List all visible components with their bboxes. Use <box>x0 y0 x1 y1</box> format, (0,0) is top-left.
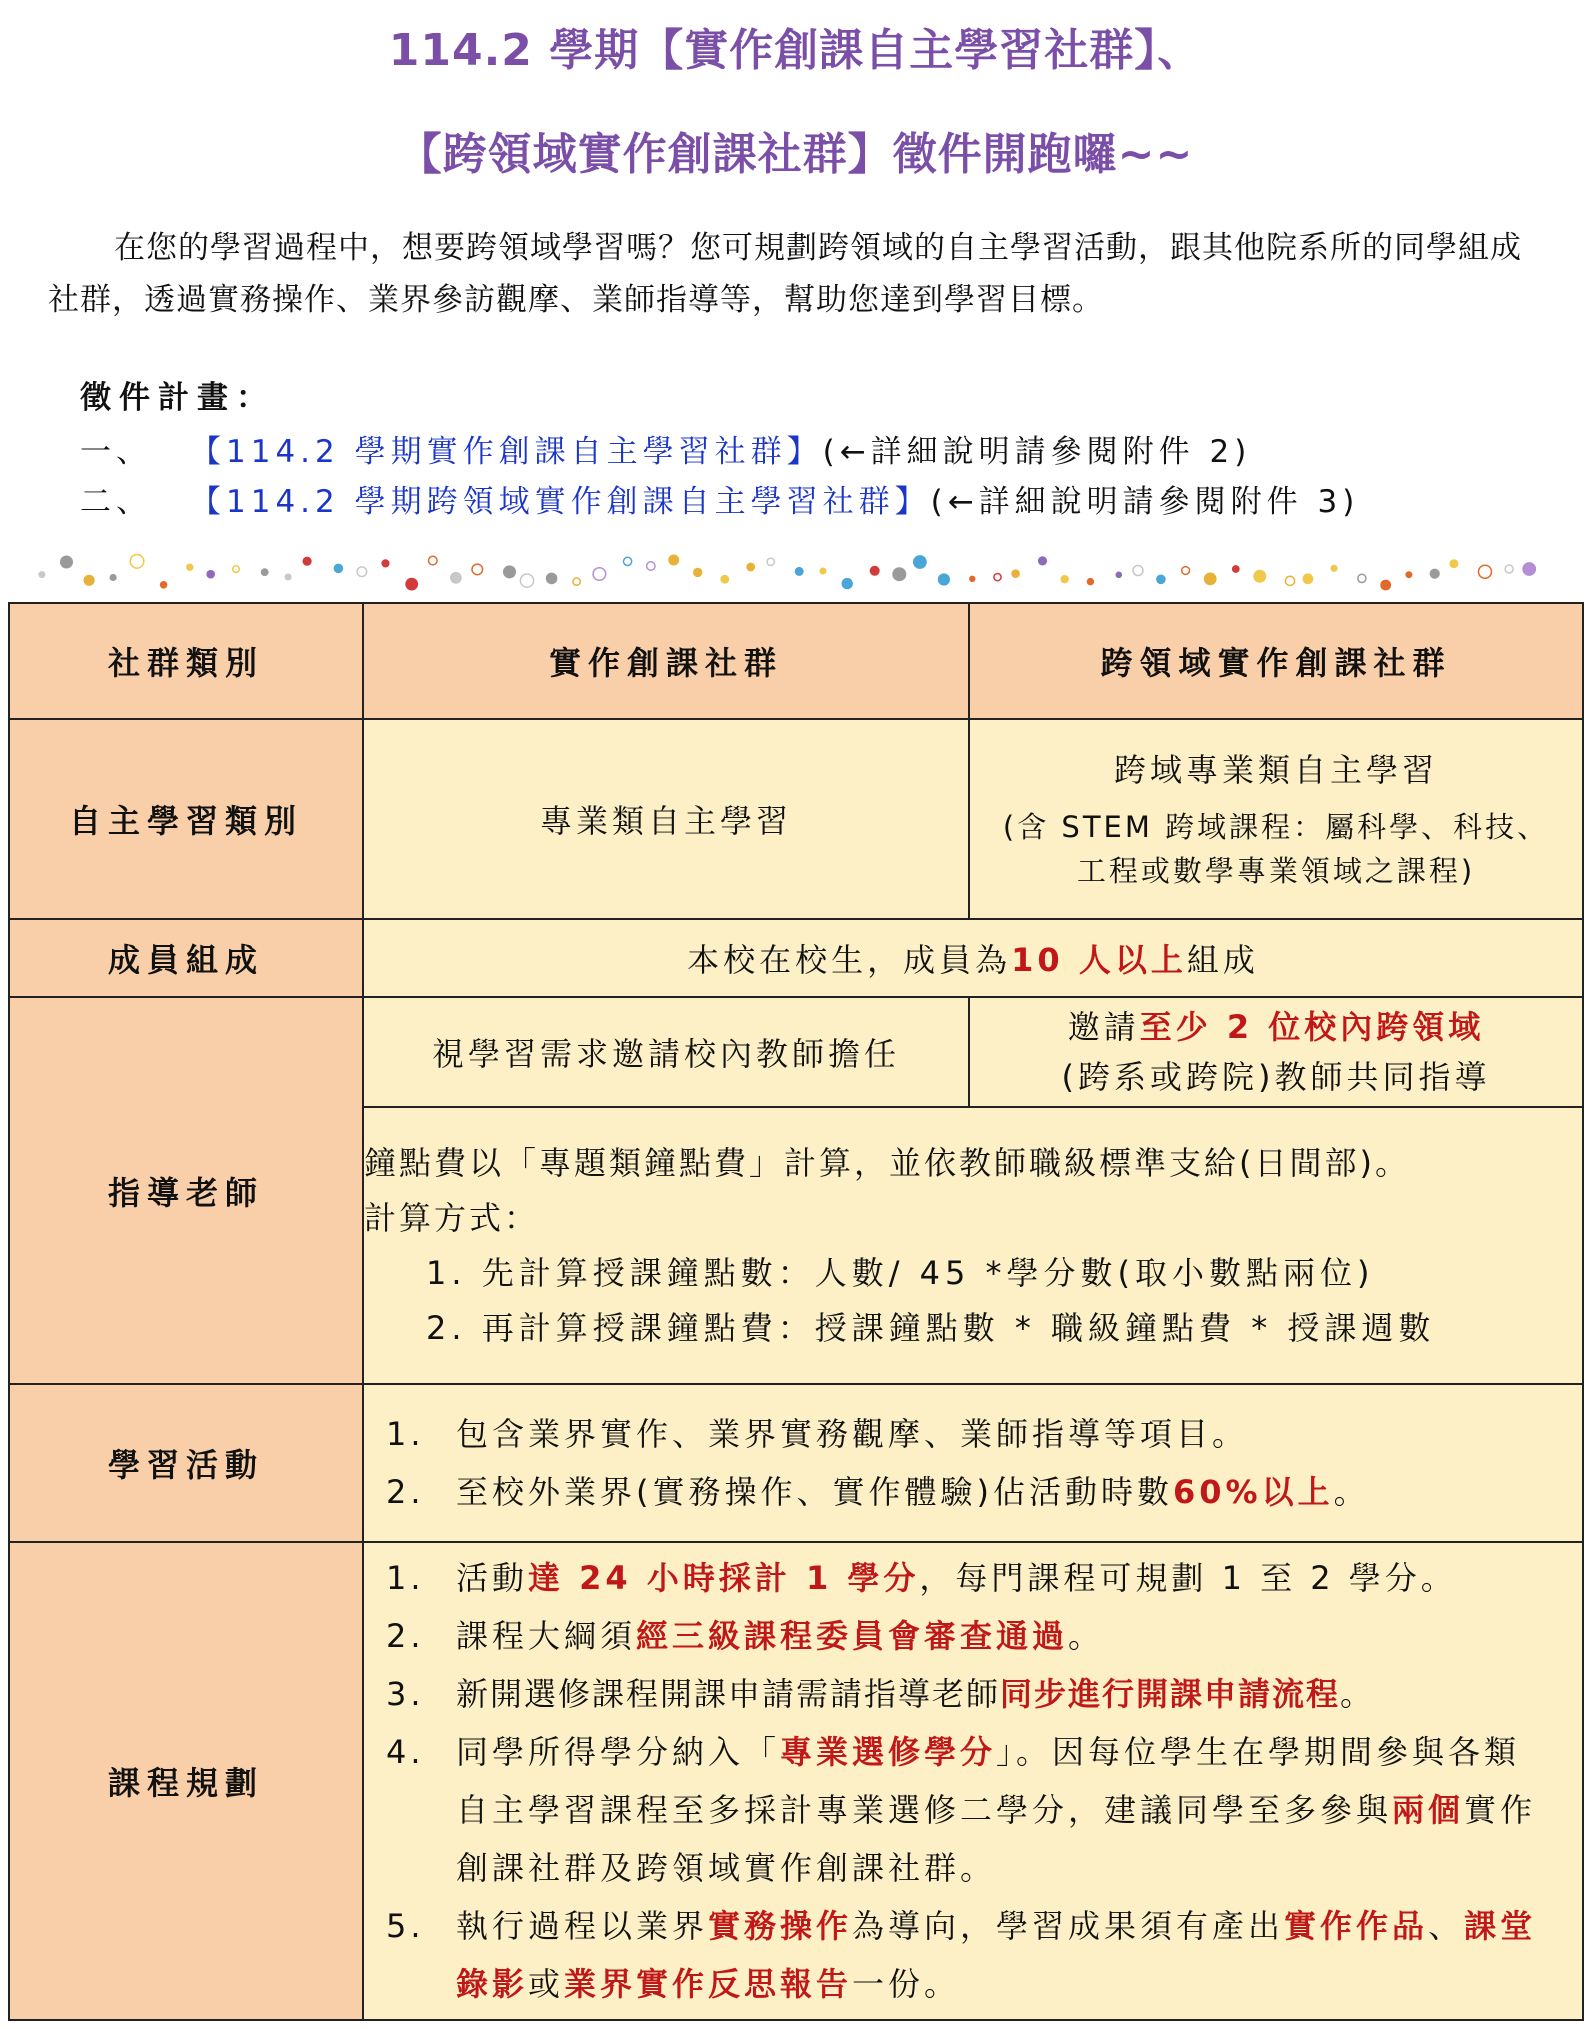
course-item-5 <box>386 1897 1548 2013</box>
decorative-dot <box>746 563 755 572</box>
intro-text: 在您的學習過程中，想要跨領域學習嗎？您可規劃跨領域的自主學習活動，跟其他院系所的同學組成社群，透過實務操作、業界參訪觀摩、業師指導等，幫助您達到學習目標。 <box>48 230 1522 318</box>
decorative-dot <box>767 558 774 565</box>
plan-item-2-note: (←詳細說明請參閱附件 3) <box>930 484 1360 520</box>
teacher-cross-domain-line2: (跨系或跨院)教師共同指導 <box>1061 1058 1491 1096</box>
plan-item-2-number: 二、 <box>80 484 152 520</box>
decorative-dot <box>1011 569 1020 578</box>
decorative-dot <box>429 556 438 565</box>
course-item-5-highlight-2: 實作作品 <box>1284 1907 1429 1945</box>
learning-type-cross-domain-note: (含 STEM 跨域課程：屬科學、科技、工程或數學專業領域之課程) <box>1002 810 1550 888</box>
plan-heading: 徵件計畫： <box>80 380 275 416</box>
learning-type-maker: 專業類自主學習 <box>363 719 969 919</box>
decorative-dot <box>1522 562 1536 576</box>
decorative-dot <box>450 572 462 584</box>
decorative-dot <box>303 557 312 566</box>
course-item-2-number: 2. <box>386 1617 425 1655</box>
course-item-3-highlight: 同步進行開課申請流程 <box>1000 1675 1341 1713</box>
decorative-dot <box>1505 565 1513 573</box>
activity-list <box>363 1384 1583 1542</box>
decorative-dot <box>285 574 292 581</box>
course-item-1-post: ，每門課程可規劃 1 至 2 學分。 <box>919 1559 1457 1597</box>
info-table <box>8 602 1584 2021</box>
teacher-fee-step2: 2. 再計算授課鐘點費：授課鐘點數 * 職級鐘點費 * 授課週數 <box>426 1308 1436 1347</box>
plan-item-1-note: (←詳細說明請參閱附件 2) <box>822 434 1252 470</box>
learning-type-cross-domain <box>969 719 1583 919</box>
decorative-dot <box>573 578 580 585</box>
decorative-dot <box>472 564 483 575</box>
course-item-1 <box>386 1549 1548 1607</box>
course-item-4-mid: 」。因每位學生在學期間參與各類自主學習課程至多採計專業選修二學分，建議同學至多參與 <box>456 1733 1521 1829</box>
activity-item-2 <box>386 1463 1562 1521</box>
decorative-dot <box>593 568 606 581</box>
row-label-teacher: 指導老師 <box>9 997 363 1384</box>
teacher-cross-domain <box>969 997 1583 1107</box>
table-row-course <box>9 1542 1583 2020</box>
course-item-2-highlight: 經三級課程委員會審查通過 <box>636 1617 1069 1655</box>
decorative-dot <box>1253 570 1266 583</box>
course-item-4-number: 4. <box>386 1733 425 1771</box>
course-item-5-pre: 執行過程以業界 <box>456 1907 709 1945</box>
decorative-dot <box>994 574 1001 581</box>
decorative-dot <box>261 568 269 576</box>
teacher-fee-step1: 1. 先計算授課鐘點數：人數/ 45 *學分數(取小數點兩位) <box>426 1253 1375 1292</box>
decorative-dot <box>720 575 729 584</box>
members-text-highlight: 10 人以上 <box>1011 941 1187 979</box>
course-item-1-number: 1. <box>386 1559 425 1597</box>
decorative-dot <box>381 559 389 567</box>
plan-item-1-link[interactable]: 【114.2 學期實作創課自主學習社群】 <box>190 434 823 470</box>
decorative-dot <box>186 564 193 571</box>
decorative-dot <box>913 555 927 569</box>
teacher-cross-domain-pre: 邀請 <box>1067 1008 1140 1046</box>
decorative-dot <box>1303 573 1314 584</box>
decorative-dot <box>842 578 853 589</box>
decorative-dot <box>668 555 679 566</box>
decorative-dot <box>820 568 827 575</box>
decorative-dot <box>38 571 45 578</box>
page-title-line2: 【跨領域實作創課社群】徵件開跑囉~~ <box>397 129 1194 180</box>
decorative-dot <box>1479 565 1492 578</box>
members-text-post: 組成 <box>1186 941 1259 979</box>
table-row-teacher <box>9 997 1583 1107</box>
teacher-fee-text <box>363 1107 1583 1384</box>
activity-item-2-text: 至校外業界(實務操作、實作體驗)佔活動時數 <box>456 1473 1173 1511</box>
decorative-dot <box>1380 580 1391 591</box>
header-maker-community: 實作創課社群 <box>363 603 969 719</box>
course-item-5-highlight: 實務操作 <box>708 1907 853 1945</box>
plan-item-1 <box>80 426 1251 471</box>
course-item-5-post: 一份。 <box>852 1965 961 2003</box>
decorative-dot <box>1330 565 1337 572</box>
decorative-dot <box>693 568 702 577</box>
decorative-dot <box>520 574 533 587</box>
decorative-dot <box>1182 567 1190 575</box>
members-text <box>363 919 1583 997</box>
decorative-dot <box>546 573 558 585</box>
row-label-course: 課程規劃 <box>9 1542 363 2020</box>
decorative-dot <box>1133 566 1143 576</box>
decorative-dot <box>84 575 95 586</box>
teacher-maker: 視學習需求邀請校內教師擔任 <box>363 997 969 1107</box>
decorative-dot <box>892 567 906 581</box>
members-text-pre: 本校在校生，成員為 <box>687 941 1012 979</box>
decorative-dot-border <box>30 548 1550 596</box>
decorative-dot <box>206 570 215 579</box>
header-category: 社群類別 <box>9 603 363 719</box>
row-label-members: 成員組成 <box>9 919 363 997</box>
activity-item-1-text: 包含業界實作、業界實務觀摩、業師指導等項目。 <box>456 1415 1249 1453</box>
learning-type-cross-domain-main: 跨域專業類自主學習 <box>1113 751 1438 789</box>
course-item-5-mid: 為導向，學習成果須有產出 <box>852 1907 1285 1945</box>
decorative-dot <box>1358 574 1366 582</box>
decorative-dot <box>130 555 144 569</box>
course-item-1-highlight: 達 24 小時採計 1 學分 <box>528 1559 920 1597</box>
teacher-fee-line2: 計算方式： <box>364 1198 540 1237</box>
decorative-dot <box>1038 556 1047 565</box>
decorative-dot <box>1204 573 1217 586</box>
plan-item-1-number: 一、 <box>80 434 152 470</box>
course-item-3-pre: 新開選修課程開課申請需請指導老師 <box>456 1675 1001 1713</box>
course-item-3 <box>386 1665 1548 1723</box>
decorative-dot <box>110 574 117 581</box>
decorative-dot <box>1087 578 1094 585</box>
course-item-3-number: 3. <box>386 1675 425 1713</box>
course-item-4 <box>386 1723 1548 1897</box>
decorative-dot <box>647 562 655 570</box>
decorative-dot <box>503 565 516 578</box>
header-cross-domain-community: 跨領域實作創課社群 <box>969 603 1583 719</box>
decorative-dot <box>1061 575 1069 583</box>
course-item-4-highlight: 專業選修學分 <box>780 1733 997 1771</box>
course-item-5-highlight-3: 課堂錄影 <box>456 1907 1537 2003</box>
activity-item-1-number: 1. <box>386 1415 425 1453</box>
decorative-dot <box>233 566 240 573</box>
activity-item-2-post: 。 <box>1333 1473 1370 1511</box>
table-row-learning-type <box>9 719 1583 919</box>
decorative-dot <box>405 578 418 591</box>
teacher-cross-domain-line1 <box>970 1002 1582 1052</box>
decorative-dot <box>1232 565 1240 573</box>
decorative-dot <box>357 567 367 577</box>
activity-item-2-number: 2. <box>386 1473 425 1511</box>
decorative-dot <box>1116 572 1123 579</box>
course-item-4-post: 實作創課社群及跨領域實作創課社群。 <box>456 1791 1537 1887</box>
decorative-dot <box>624 557 632 565</box>
decorative-dot <box>870 566 880 576</box>
row-label-learning-type: 自主學習類別 <box>9 719 363 919</box>
activity-item-2-highlight: 60%以上 <box>1172 1473 1334 1511</box>
decorative-dot <box>1285 576 1294 585</box>
row-label-activity: 學習活動 <box>9 1384 363 1542</box>
decorative-dot <box>1405 571 1412 578</box>
course-item-5-highlight-4: 業界實作反思報告 <box>564 1965 853 2003</box>
course-item-3-post: 。 <box>1340 1675 1375 1713</box>
table-header-row <box>9 603 1583 719</box>
course-item-2-post: 。 <box>1068 1617 1105 1655</box>
teacher-fee-line1: 鐘點費以「專題類鐘點費」計算，並依教師職級標準支給(日間部)。 <box>364 1143 1410 1182</box>
decorative-dot <box>795 567 804 576</box>
decorative-dot <box>938 573 950 585</box>
course-list <box>363 1542 1583 2020</box>
page-title-line1: 114.2 學期【實作創課自主學習社群】、 <box>388 25 1203 76</box>
decorative-dot <box>969 576 975 582</box>
course-item-2 <box>386 1607 1548 1665</box>
decorative-dot <box>1449 559 1458 568</box>
intro-paragraph <box>48 222 1548 326</box>
decorative-dot <box>160 581 168 589</box>
plan-item-2-link[interactable]: 【114.2 學期跨領域實作創課自主學習社群】 <box>190 484 931 520</box>
course-item-2-pre: 課程大綱須 <box>456 1617 637 1655</box>
activity-item-1 <box>386 1405 1562 1463</box>
course-item-5-mid-2: 、 <box>1428 1907 1465 1945</box>
decorative-dot <box>60 556 73 569</box>
table-row-activity <box>9 1384 1583 1542</box>
decorative-dot <box>334 564 344 574</box>
course-item-5-number: 5. <box>386 1907 425 1945</box>
decorative-dot <box>1156 575 1166 585</box>
course-item-1-pre: 活動 <box>456 1559 529 1597</box>
course-item-4-highlight-2: 兩個 <box>1392 1791 1465 1829</box>
course-item-5-mid-3: 或 <box>528 1965 565 2003</box>
plan-item-2 <box>80 476 1359 521</box>
course-item-4-pre: 同學所得學分納入「 <box>456 1733 781 1771</box>
decorative-dot <box>1430 569 1440 579</box>
teacher-cross-domain-highlight: 至少 2 位校內跨領域 <box>1139 1008 1485 1046</box>
table-row-members <box>9 919 1583 997</box>
